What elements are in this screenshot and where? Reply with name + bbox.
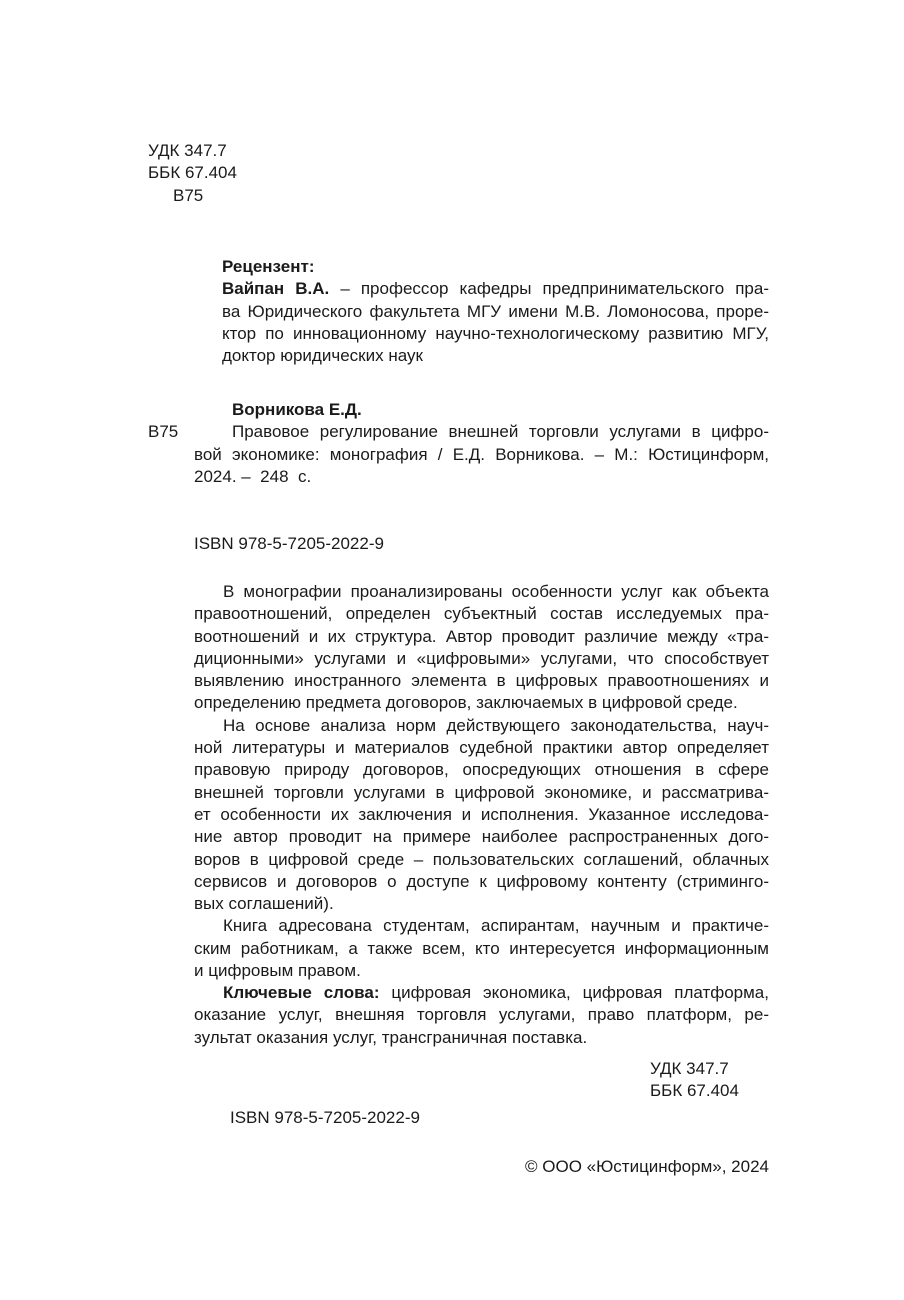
bibliographic-block [148, 399, 769, 488]
book-author: Ворникова Е.Д. [232, 400, 362, 419]
annotation-paragraph-1: В монографии проанализированы особенности услуг как объекта правоотношений, определен субъектный состав исследуемых пра- воотношений и их структура. Автор проводит различие между «тра- диционными» услугами и «цифровыми» услугами, что способствует выявлению иностранного элемента в цифровых правоотношениях и определению предмета договоров, заключаемых в цифровой среде. [194, 582, 769, 713]
bibliographic-line-2: вой экономике: монография / Е.Д. Ворникова. – М.: Юстицинформ, [194, 444, 769, 464]
author-sign: В75 [173, 185, 204, 205]
copyright: © ООО «Юстицинформ», 2024 [525, 1157, 769, 1176]
reviewer-line-1: Вайпан В.А. – профессор кафедры предпринимательского пра- [222, 279, 769, 299]
annotation-paragraph-2: На основе анализа норм действующего законодательства, науч- ной литературы и материалов судебной практики автор определяет правовую природу договоров, опосредующих отношения в сфере внешней торговли услугами в цифровой экономике, и рассматрива- ет особенности их заключения и исполнения. Указанное исследова- ние автор проводит на примере наиболее распространенных дого- воров в цифровой среде – пользовательских соглашений, облачных сервисов и договоров о доступе к цифровому контенту (стриминго- вых соглашений). [194, 715, 769, 914]
isbn-top: ISBN 978-5-7205-2022-9 [194, 534, 384, 553]
reviewer-line-3: ктор по инновационному научно-технологическому развитию МГУ, [222, 323, 769, 343]
annotation [194, 581, 769, 982]
reviewer-line-4: доктор юридических наук [222, 346, 423, 366]
classification-block-top [148, 140, 237, 207]
keywords-line-2: оказание услуг, внешняя торговля услугами, право платформ, ре- [194, 1005, 769, 1025]
keywords-block [194, 982, 769, 1049]
classification-block-bottom [650, 1058, 739, 1103]
isbn-bottom: ISBN 978-5-7205-2022-9 [230, 1108, 420, 1127]
bibliographic-text [194, 421, 769, 488]
bbk-code: ББК 67.404 [148, 163, 237, 183]
udk-code-bottom: УДК 347.7 [650, 1059, 729, 1078]
bibliographic-line-1: Правовое регулирование внешней торговли услугами в цифро- [232, 422, 769, 442]
reviewer-line-2: ва Юридического факультета МГУ имени М.В. Ломоносова, проре- [222, 301, 769, 321]
bibliographic-line-3: 2024. – 248 с. [194, 466, 312, 486]
reviewer-name: Вайпан В.А. [222, 279, 330, 299]
udk-code: УДК 347.7 [148, 141, 227, 160]
keywords-line-3: зультат оказания услуг, трансграничная поставка. [194, 1027, 588, 1047]
keywords-line-1: Ключевые слова: цифровая экономика, цифровая платформа, [223, 983, 769, 1002]
annotation-paragraph-3: Книга адресована студентам, аспирантам, научным и практиче- ским работникам, а также всем, кто интересуется информационным и цифровым правом. [194, 916, 769, 981]
bbk-code-bottom: ББК 67.404 [650, 1081, 739, 1101]
bibliographic-sign: В75 [148, 422, 179, 442]
reviewer-heading: Рецензент: [222, 257, 315, 276]
reviewer-block [222, 256, 769, 367]
keywords-label: Ключевые слова: [223, 983, 380, 1002]
